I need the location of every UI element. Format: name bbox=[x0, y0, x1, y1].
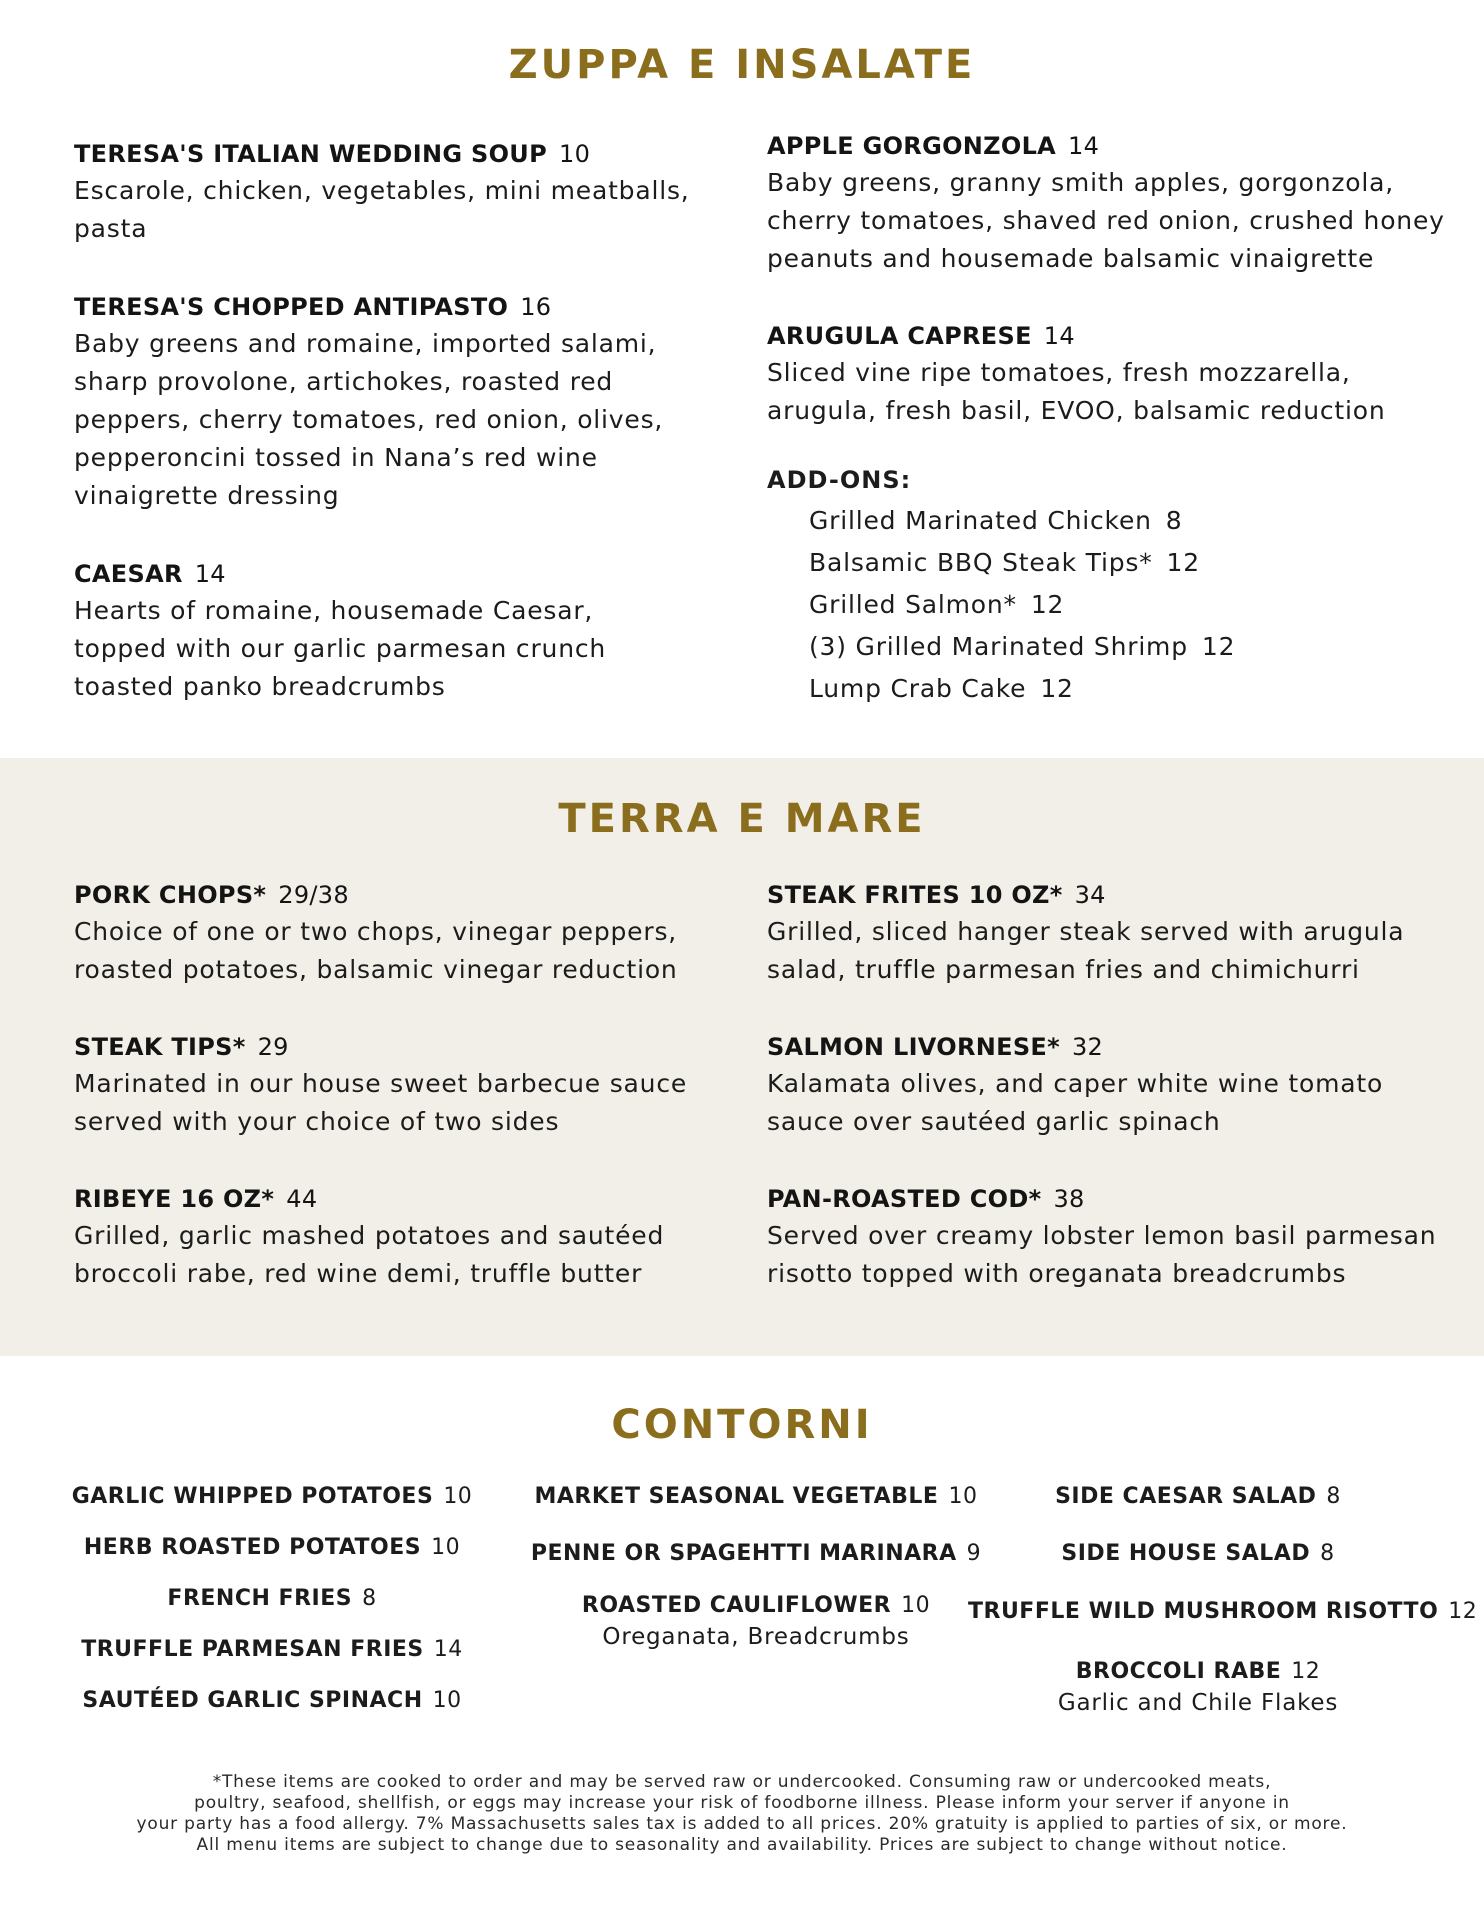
item-price: 29/38 bbox=[278, 881, 349, 909]
item-head bbox=[74, 1029, 714, 1065]
side-head bbox=[52, 1532, 492, 1564]
addon-item bbox=[809, 502, 1183, 540]
side-subtitle: Garlic and Chile Flakes bbox=[1057, 1690, 1339, 1716]
side-head bbox=[52, 1634, 492, 1666]
menu-item bbox=[767, 128, 1447, 278]
item-description: Baby greens and romaine, imported salami, sharp provolone, artichokes, roasted red peppers, cherry tomatoes, red onion, olives, pepperoncini tossed in Nana’s red wine vinaigrette dressing bbox=[74, 329, 664, 510]
side-head bbox=[526, 1590, 986, 1622]
item-price: 14 bbox=[194, 560, 226, 588]
side-price: 9 bbox=[966, 1541, 982, 1566]
side-price: 10 bbox=[443, 1484, 473, 1509]
side-head bbox=[52, 1583, 492, 1615]
addon-name: (3) Grilled Marinated Shrimp bbox=[809, 632, 1188, 661]
side-item bbox=[526, 1481, 986, 1513]
side-name: TRUFFLE PARMESAN FRIES bbox=[81, 1637, 424, 1662]
item-head bbox=[767, 877, 1457, 913]
side-price: 12 bbox=[1291, 1659, 1321, 1684]
item-description: Sliced vine ripe tomatoes, fresh mozzarella, arugula, fresh basil, EVOO, balsamic reduction bbox=[767, 358, 1386, 425]
menu-item bbox=[74, 556, 694, 706]
side-price: 10 bbox=[948, 1484, 978, 1509]
section-title-zuppa: ZUPPA E INSALATE bbox=[508, 42, 976, 88]
item-head bbox=[74, 877, 714, 913]
item-price: 38 bbox=[1053, 1185, 1085, 1213]
section-title-contorni: CONTORNI bbox=[611, 1402, 873, 1448]
side-name: SAUTÉED GARLIC SPINACH bbox=[82, 1688, 423, 1713]
item-name: ARUGULA CAPRESE bbox=[767, 322, 1032, 350]
item-price: 16 bbox=[520, 293, 552, 321]
side-price: 12 bbox=[1448, 1599, 1478, 1624]
item-description: Baby greens, granny smith apples, gorgonzola, cherry tomatoes, shaved red onion, crushed honey peanuts and housemade balsamic vinaigrette bbox=[767, 168, 1445, 273]
side-name: ROASTED CAULIFLOWER bbox=[581, 1593, 892, 1618]
side-price: 8 bbox=[1326, 1484, 1341, 1509]
item-name: RIBEYE 16 OZ* bbox=[74, 1185, 275, 1213]
item-price: 44 bbox=[286, 1185, 318, 1213]
menu-item bbox=[767, 1029, 1457, 1141]
side-name: GARLIC WHIPPED POTATOES bbox=[71, 1484, 434, 1509]
item-name: PORK CHOPS* bbox=[74, 881, 267, 909]
addon-price: 12 bbox=[1166, 548, 1200, 577]
side-head bbox=[52, 1481, 492, 1513]
addon-name: Grilled Salmon* bbox=[809, 590, 1017, 619]
menu-item bbox=[767, 318, 1447, 430]
item-description: Grilled, garlic mashed potatoes and sautéed broccoli rabe, red wine demi, truffle butter bbox=[74, 1221, 665, 1288]
item-description: Served over creamy lobster lemon basil parmesan risotto topped with oreganata breadcrumbs bbox=[767, 1221, 1437, 1288]
addon-price: 12 bbox=[1201, 632, 1236, 661]
item-description: Grilled, sliced hanger steak served with arugula salad, truffle parmesan fries and chimichurri bbox=[767, 917, 1405, 984]
item-head bbox=[74, 289, 694, 325]
addon-item bbox=[809, 670, 1074, 708]
addon-name: Lump Crab Cake bbox=[809, 674, 1027, 703]
item-price: 29 bbox=[257, 1033, 289, 1061]
side-name: SIDE HOUSE SALAD bbox=[1061, 1541, 1311, 1566]
item-description: Marinated in our house sweet barbecue sauce served with your choice of two sides bbox=[74, 1069, 688, 1136]
item-head bbox=[74, 136, 694, 172]
addon-price: 8 bbox=[1165, 506, 1183, 535]
item-head bbox=[767, 1181, 1457, 1217]
side-name: MARKET SEASONAL VEGETABLE bbox=[534, 1484, 939, 1509]
addon-item bbox=[809, 586, 1064, 624]
section-title-terra: TERRA E MARE bbox=[558, 796, 926, 842]
side-item bbox=[968, 1596, 1478, 1628]
side-head bbox=[968, 1596, 1478, 1628]
side-item bbox=[52, 1634, 492, 1666]
item-name: TERESA'S ITALIAN WEDDING SOUP bbox=[74, 140, 547, 168]
side-price: 8 bbox=[1320, 1541, 1335, 1566]
side-name: HERB ROASTED POTATOES bbox=[83, 1535, 422, 1560]
item-head bbox=[767, 128, 1447, 164]
side-item bbox=[968, 1538, 1428, 1570]
side-item bbox=[52, 1481, 492, 1513]
item-description: Kalamata olives, and caper white wine tomato sauce over sautéed garlic spinach bbox=[767, 1069, 1384, 1136]
item-name: TERESA'S CHOPPED ANTIPASTO bbox=[74, 293, 509, 321]
item-head bbox=[767, 318, 1447, 354]
menu-item bbox=[767, 1181, 1457, 1293]
side-head bbox=[968, 1481, 1428, 1513]
menu-item bbox=[74, 289, 694, 515]
side-name: BROCCOLI RABE bbox=[1075, 1659, 1282, 1684]
addon-price: 12 bbox=[1030, 590, 1065, 619]
disclaimer bbox=[90, 1772, 1394, 1856]
item-name: STEAK FRITES 10 OZ* bbox=[767, 881, 1063, 909]
side-item bbox=[52, 1583, 492, 1615]
menu-item bbox=[767, 877, 1457, 989]
side-head bbox=[526, 1481, 986, 1513]
side-name: TRUFFLE WILD MUSHROOM RISOTTO bbox=[968, 1599, 1439, 1624]
item-name: SALMON LIVORNESE* bbox=[767, 1033, 1060, 1061]
side-name: PENNE OR SPAGEHTTI MARINARA bbox=[530, 1541, 957, 1566]
disclaimer-line: your party has a food allergy. 7% Massachusetts sales tax is added to all prices. 20% gratuity is applied to parties of six, or more. bbox=[136, 1814, 1348, 1834]
item-head bbox=[74, 556, 694, 592]
side-item bbox=[52, 1532, 492, 1564]
disclaimer-line: All menu items are subject to change due to seasonality and availability. Prices are subject to change without notice. bbox=[196, 1835, 1288, 1855]
side-item bbox=[526, 1538, 986, 1570]
side-head bbox=[968, 1538, 1428, 1570]
addon-item bbox=[809, 544, 1200, 582]
side-price: 8 bbox=[362, 1586, 377, 1611]
item-description: Choice of one or two chops, vinegar peppers, roasted potatoes, balsamic vinegar reduction bbox=[74, 917, 678, 984]
item-name: CAESAR bbox=[74, 560, 183, 588]
menu-item bbox=[74, 136, 694, 248]
item-name: STEAK TIPS* bbox=[74, 1033, 246, 1061]
side-price: 10 bbox=[431, 1535, 461, 1560]
menu-item bbox=[74, 877, 714, 989]
addon-name: Grilled Marinated Chicken bbox=[809, 506, 1152, 535]
item-head bbox=[74, 1181, 714, 1217]
addons-title: ADD-ONS: bbox=[767, 466, 912, 494]
side-price: 14 bbox=[433, 1637, 463, 1662]
side-item bbox=[526, 1590, 986, 1652]
side-price: 10 bbox=[432, 1688, 462, 1713]
item-name: APPLE GORGONZOLA bbox=[767, 132, 1057, 160]
side-item bbox=[968, 1481, 1428, 1513]
addon-price: 12 bbox=[1040, 674, 1074, 703]
item-name: PAN-ROASTED COD* bbox=[767, 1185, 1042, 1213]
side-name: SIDE CAESAR SALAD bbox=[1055, 1484, 1317, 1509]
side-subtitle: Oreganata, Breadcrumbs bbox=[602, 1624, 910, 1650]
addon-name: Balsamic BBQ Steak Tips* bbox=[809, 548, 1153, 577]
item-head bbox=[767, 1029, 1457, 1065]
menu-item bbox=[74, 1029, 714, 1141]
item-description: Hearts of romaine, housemade Caesar, topped with our garlic parmesan crunch toasted panko breadcrumbs bbox=[74, 596, 607, 701]
side-name: FRENCH FRIES bbox=[167, 1586, 353, 1611]
side-price: 10 bbox=[901, 1593, 931, 1618]
disclaimer-line: poultry, seafood, shellfish, or eggs may increase your risk of foodborne illness. Please inform your server if anyone in bbox=[194, 1793, 1290, 1813]
item-price: 14 bbox=[1068, 132, 1100, 160]
menu-item bbox=[74, 1181, 714, 1293]
side-head bbox=[526, 1538, 986, 1570]
item-description: Escarole, chicken, vegetables, mini meatballs, pasta bbox=[74, 176, 690, 243]
disclaimer-line: *These items are cooked to order and may be served raw or undercooked. Consuming raw or undercooked meats, bbox=[212, 1772, 1272, 1792]
item-price: 32 bbox=[1071, 1033, 1104, 1061]
side-head bbox=[52, 1685, 492, 1717]
side-head bbox=[968, 1656, 1428, 1688]
side-item bbox=[52, 1685, 492, 1717]
item-price: 14 bbox=[1043, 322, 1075, 350]
addon-item bbox=[809, 628, 1235, 666]
side-item bbox=[968, 1656, 1428, 1718]
item-price: 34 bbox=[1074, 881, 1106, 909]
item-price: 10 bbox=[559, 140, 591, 168]
